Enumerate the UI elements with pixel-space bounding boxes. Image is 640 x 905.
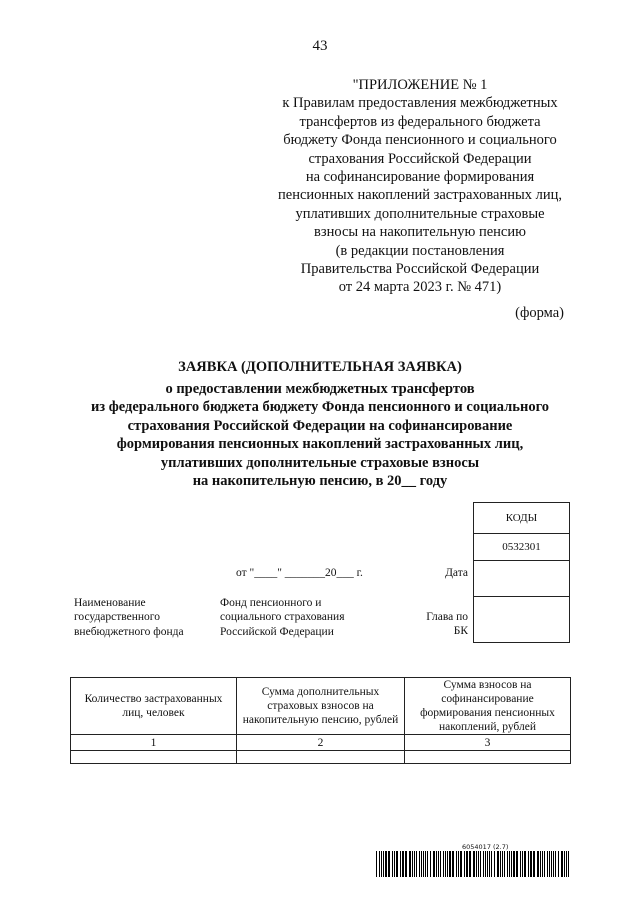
subtitle-line: уплативших дополнительные страховые взносы xyxy=(160,454,480,471)
column-header-insured-count: Количество застрахованных лиц, человек xyxy=(71,678,237,735)
annex-line: страхования Российской Федерации xyxy=(308,150,532,167)
form-code: 0532301 xyxy=(474,534,570,561)
table-cell[interactable] xyxy=(237,751,405,764)
org-value-line: Российской Федерации xyxy=(220,625,334,638)
subtitle-line: на накопительную пенсию, в 20__ году xyxy=(192,473,448,490)
org-value-line: социального страхования xyxy=(220,611,345,624)
date-line: от "____" _______20___ г. xyxy=(236,567,363,579)
subtitle-line: страхования Российской Федерации на софинансирование xyxy=(127,417,513,434)
bk-code-cell[interactable] xyxy=(474,597,570,643)
codes-table xyxy=(473,502,570,643)
codes-header: КОДЫ xyxy=(474,503,570,534)
barcode xyxy=(376,851,572,877)
column-header-additional-contributions: Сумма дополнительных страховых взносов на накопительную пенсию, рублей xyxy=(237,678,405,735)
annex-line: "ПРИЛОЖЕНИЕ № 1 xyxy=(352,77,488,93)
org-label-line: внебюджетного фонда xyxy=(74,625,184,638)
annex-line: взносы на накопительную пенсию xyxy=(314,224,526,241)
annex-block xyxy=(250,76,590,297)
column-header-cofinancing: Сумма взносов на софинансирование формирования пенсионных накоплений, рублей xyxy=(405,678,571,735)
date-code-cell[interactable] xyxy=(474,561,570,597)
annex-line: (в редакции постановления xyxy=(335,242,505,259)
annex-line: Правительства Российской Федерации xyxy=(300,261,540,278)
bk-label xyxy=(412,610,468,639)
document-title: ЗАЯВКА (ДОПОЛНИТЕЛЬНАЯ ЗАЯВКА) xyxy=(178,359,462,375)
org-label-line: государственного xyxy=(74,611,160,624)
contributions-table xyxy=(70,677,571,764)
annex-line: к Правилам предоставления межбюджетных xyxy=(282,95,558,112)
table-cell[interactable] xyxy=(71,751,237,764)
org-label xyxy=(74,596,184,639)
org-value xyxy=(220,596,344,639)
document-subtitle xyxy=(40,380,600,490)
annex-line: пенсионных накоплений застрахованных лиц, xyxy=(278,187,562,204)
subtitle-line: из федерального бюджета бюджету Фонда пенсионного и социального xyxy=(90,399,550,416)
column-number: 3 xyxy=(405,735,571,751)
bk-label-line: БК xyxy=(453,625,468,638)
subtitle-line: о предоставлении межбюджетных трансфертов xyxy=(165,381,475,397)
org-label-line: Наименование xyxy=(74,597,146,609)
org-value-line: Фонд пенсионного и xyxy=(220,597,322,609)
page-number: 43 xyxy=(312,38,328,54)
column-number: 2 xyxy=(237,735,405,751)
table-cell[interactable] xyxy=(405,751,571,764)
subtitle-line: формирования пенсионных накоплений застрахованных лиц, xyxy=(116,436,524,453)
barcode-number: 6054017 (2.7) xyxy=(462,843,509,851)
column-number: 1 xyxy=(71,735,237,751)
annex-line: трансфертов из федерального бюджета xyxy=(299,113,541,130)
bk-label-line: Глава по xyxy=(426,611,468,623)
annex-line: на софинансирование формирования xyxy=(305,169,535,186)
annex-line: от 24 марта 2023 г. № 471) xyxy=(338,279,502,296)
form-label: (форма) xyxy=(515,305,564,321)
date-label: Дата xyxy=(445,567,468,579)
annex-line: уплативших дополнительные страховые xyxy=(295,205,545,222)
annex-line: бюджету Фонда пенсионного и социального xyxy=(283,132,557,149)
